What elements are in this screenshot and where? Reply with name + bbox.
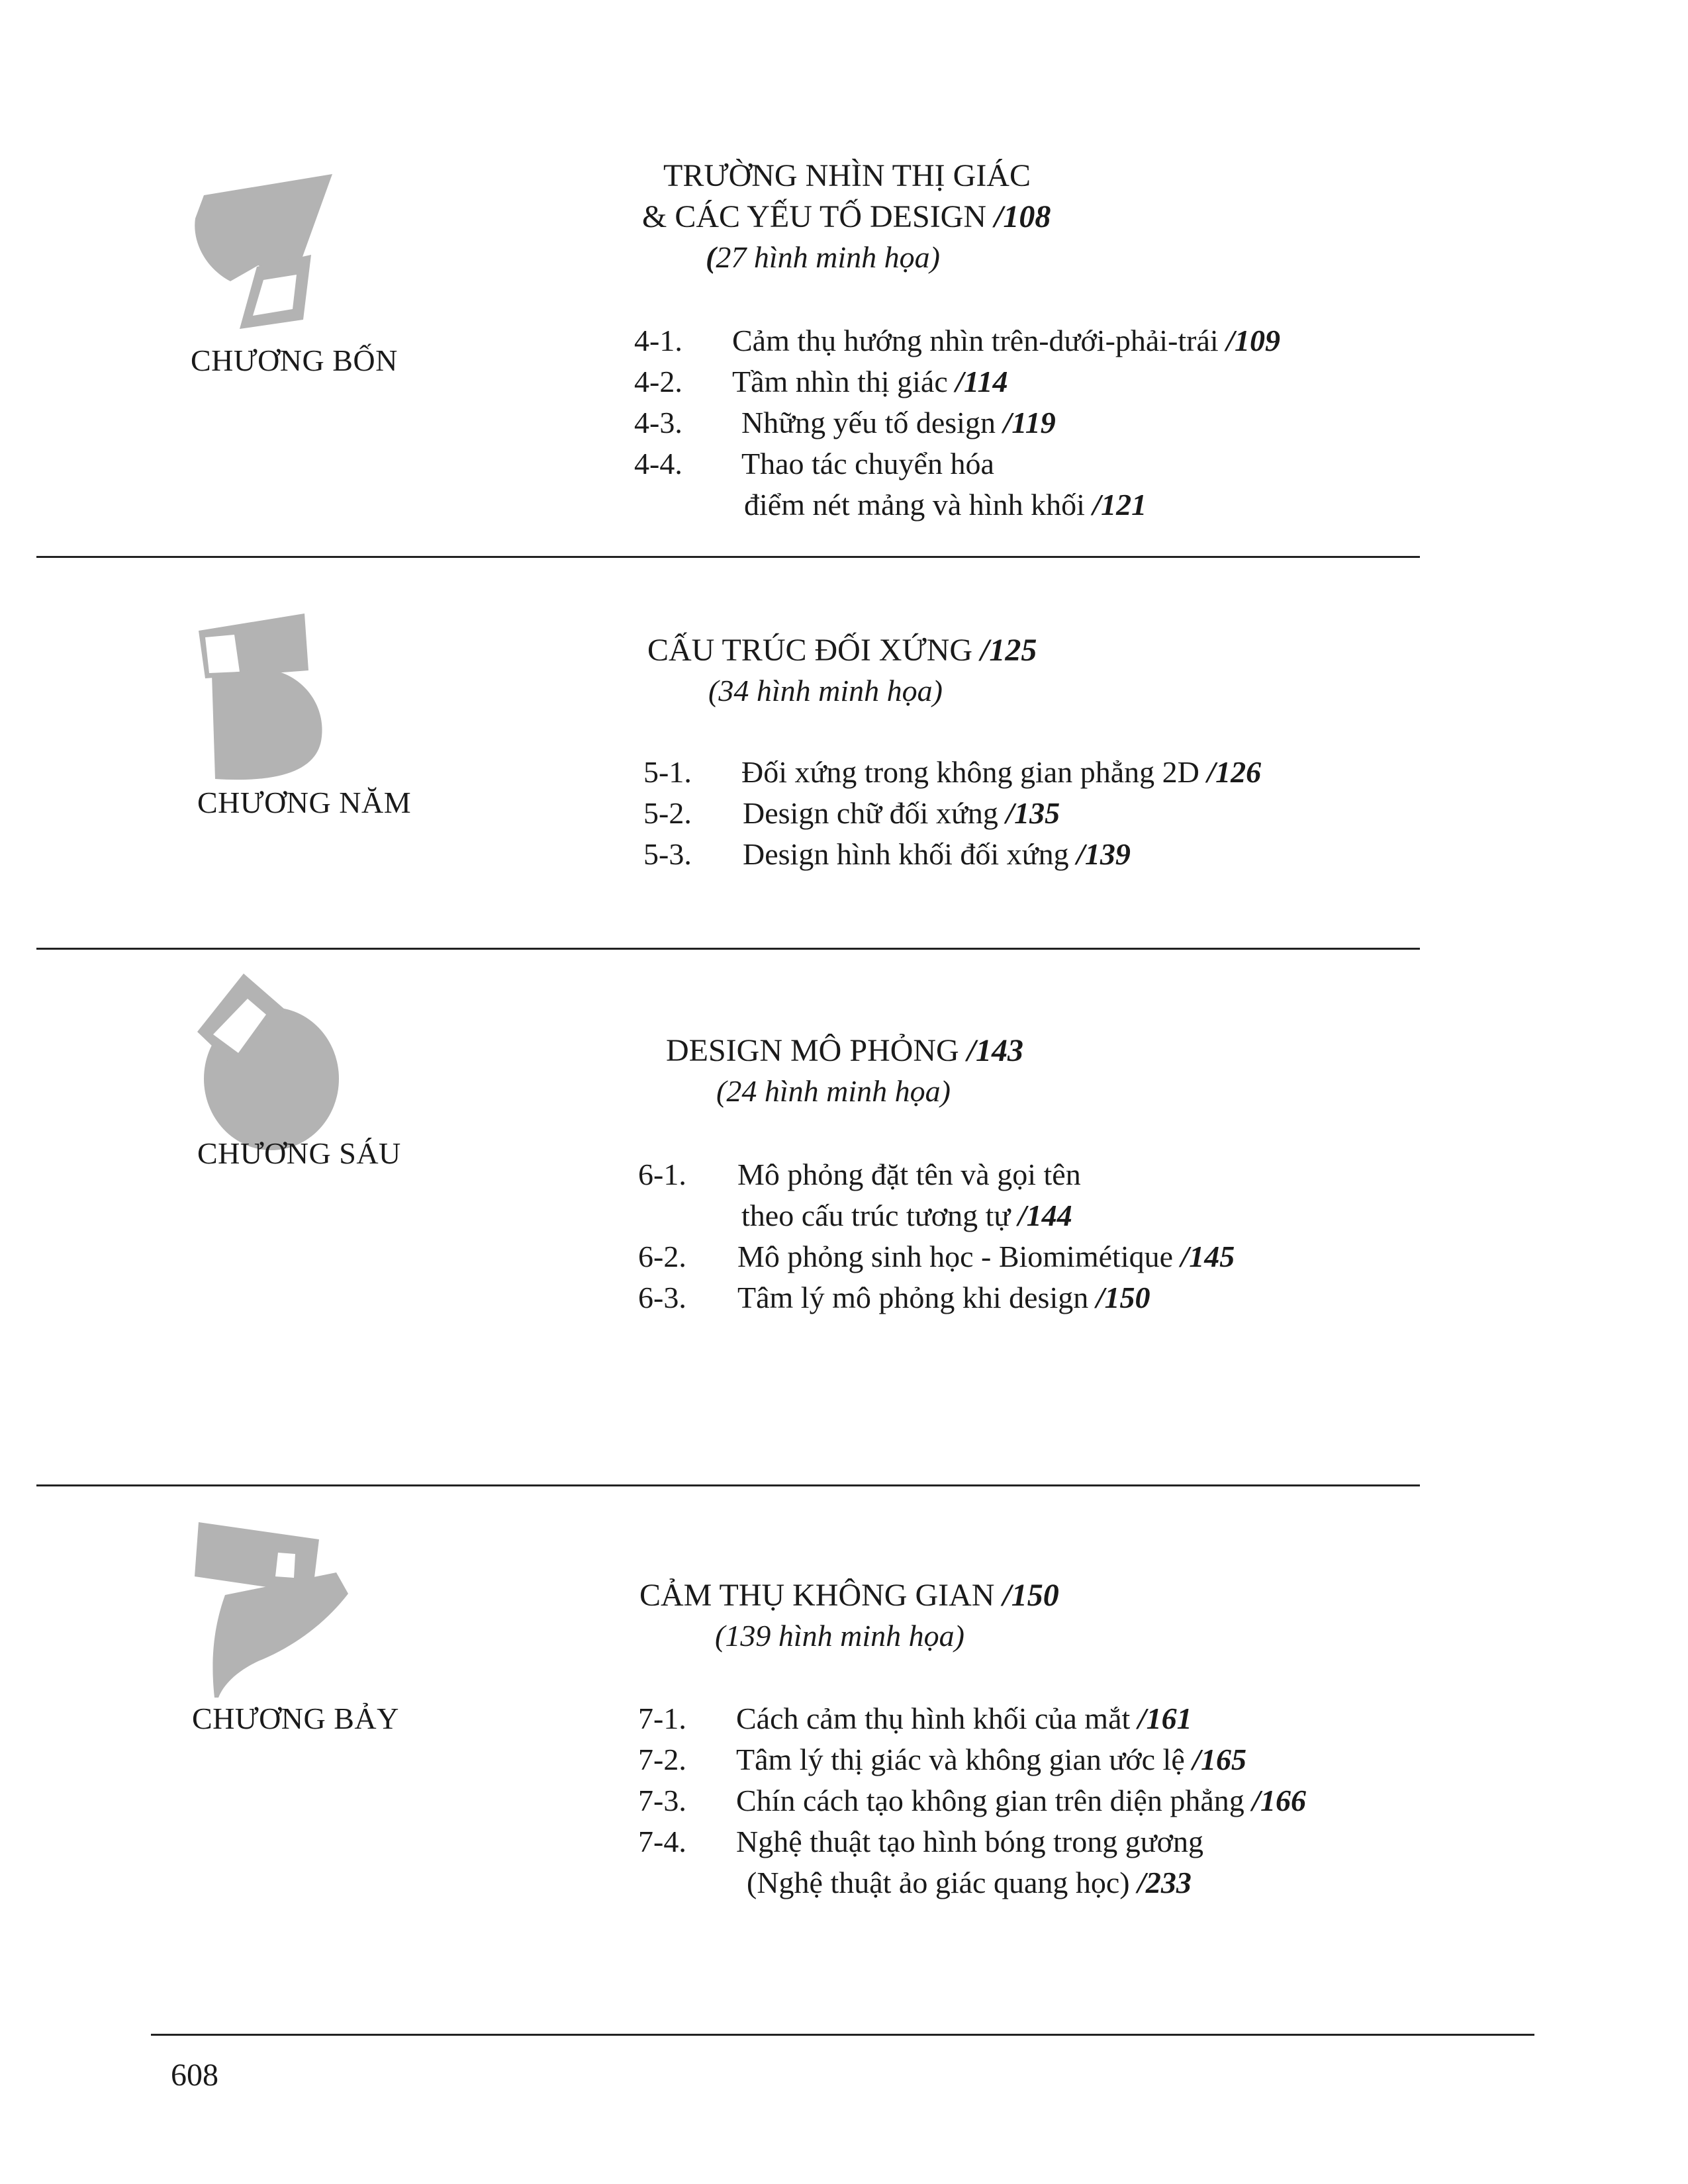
page-reference: /114	[955, 365, 1008, 398]
illustration-count: (24 hình minh họa)	[716, 1074, 951, 1108]
page-reference: /161	[1137, 1702, 1192, 1735]
chapter-title: CẢM THỤ KHÔNG GIAN /150	[639, 1578, 1059, 1613]
section-number: 4-3.	[634, 406, 682, 439]
chapter-six-glyph	[179, 970, 351, 1155]
page-reference: /166	[1252, 1784, 1307, 1817]
section-number: 4-4.	[634, 447, 682, 480]
page-reference: /108	[994, 199, 1051, 234]
page-reference: /119	[1003, 406, 1056, 439]
illustration-count: (34 hình minh họa)	[708, 674, 943, 707]
section-divider	[36, 948, 1420, 950]
section-title: Design chữ đối xứng	[743, 796, 998, 830]
section-title-continuation[interactable]: (Nghệ thuật ảo giác quang học) /233	[747, 1866, 1192, 1899]
chapter-title: DESIGN MÔ PHỎNG /143	[666, 1033, 1024, 1068]
chapter-label: CHƯƠNG BỐN	[191, 343, 398, 377]
chapter-title: TRƯỜNG NHÌN THỊ GIÁC	[663, 158, 1031, 193]
page-number: 608	[171, 2058, 218, 2093]
illustration-count: (27 hình minh họa)	[706, 240, 940, 274]
section-title: Nghệ thuật tạo hình bóng trong gương	[736, 1825, 1203, 1858]
chapter-five-glyph	[179, 606, 351, 791]
section-divider	[36, 1484, 1420, 1486]
page-reference: /144	[1017, 1199, 1072, 1232]
section-number: 7-4.	[638, 1825, 686, 1858]
section-number: 5-2.	[643, 796, 692, 830]
section-title-continuation[interactable]: theo cấu trúc tương tự /144	[741, 1199, 1072, 1232]
section-number: 4-1.	[634, 324, 682, 357]
section-title: Chín cách tạo không gian trên diện phẳng	[736, 1784, 1244, 1817]
chapter-four-glyph	[179, 169, 351, 354]
page-reference: /139	[1076, 837, 1131, 871]
chapter-label: CHƯƠNG BẢY	[192, 1702, 399, 1735]
section-number: 7-2.	[638, 1743, 686, 1776]
section-number: 6-3.	[638, 1281, 686, 1314]
chapter-title-line2: & CÁC YẾU TỐ DESIGN /108	[642, 199, 1051, 234]
section-title: Những yếu tố design	[741, 406, 996, 439]
chapter-title: CẤU TRÚC ĐỐI XỨNG /125	[647, 633, 1037, 668]
page-reference: /145	[1180, 1240, 1235, 1273]
footer-rule	[151, 2034, 1534, 2036]
section-title: Thao tác chuyển hóa	[741, 447, 994, 480]
section-title: Cách cảm thụ hình khối của mắt	[736, 1702, 1131, 1735]
section-number: 6-1.	[638, 1158, 686, 1191]
page-reference: /165	[1192, 1743, 1247, 1776]
page-reference: /109	[1226, 324, 1280, 357]
page-reference: /150	[1096, 1281, 1150, 1314]
section-number: 6-2.	[638, 1240, 686, 1273]
page-reference: /135	[1006, 796, 1060, 830]
page-reference: /126	[1207, 755, 1262, 789]
page-reference: /233	[1137, 1866, 1192, 1899]
section-title: Cảm thụ hướng nhìn trên-dưới-phải-trái	[732, 324, 1219, 357]
chapter-label: CHƯƠNG NĂM	[197, 786, 412, 819]
section-number: 7-3.	[638, 1784, 686, 1817]
page-reference: /143	[966, 1033, 1024, 1068]
section-title: Tầm nhìn thị giác	[732, 365, 948, 398]
section-title-continuation[interactable]: điểm nét mảng và hình khối /121	[744, 488, 1147, 522]
section-title: Mô phỏng đặt tên và gọi tên	[737, 1158, 1081, 1191]
page-reference: /150	[1002, 1578, 1059, 1613]
section-title: Design hình khối đối xứng	[743, 837, 1069, 871]
page-reference: /121	[1092, 488, 1147, 522]
section-number: 4-2.	[634, 365, 682, 398]
chapter-label: CHƯƠNG SÁU	[197, 1136, 401, 1170]
section-number: 5-1.	[643, 755, 692, 789]
illustration-count: (139 hình minh họa)	[715, 1619, 964, 1653]
section-title: Tâm lý thị giác và không gian ước lệ	[736, 1743, 1185, 1776]
section-title: Tâm lý mô phỏng khi design	[737, 1281, 1089, 1314]
section-number: 7-1.	[638, 1702, 686, 1735]
section-title: Mô phỏng sinh học - Biomimétique	[737, 1240, 1174, 1273]
chapter-seven-glyph	[179, 1516, 351, 1701]
page-reference: /125	[980, 633, 1037, 668]
section-divider	[36, 556, 1420, 558]
section-number: 5-3.	[643, 837, 692, 871]
section-title: Đối xứng trong không gian phẳng 2D	[741, 755, 1199, 789]
